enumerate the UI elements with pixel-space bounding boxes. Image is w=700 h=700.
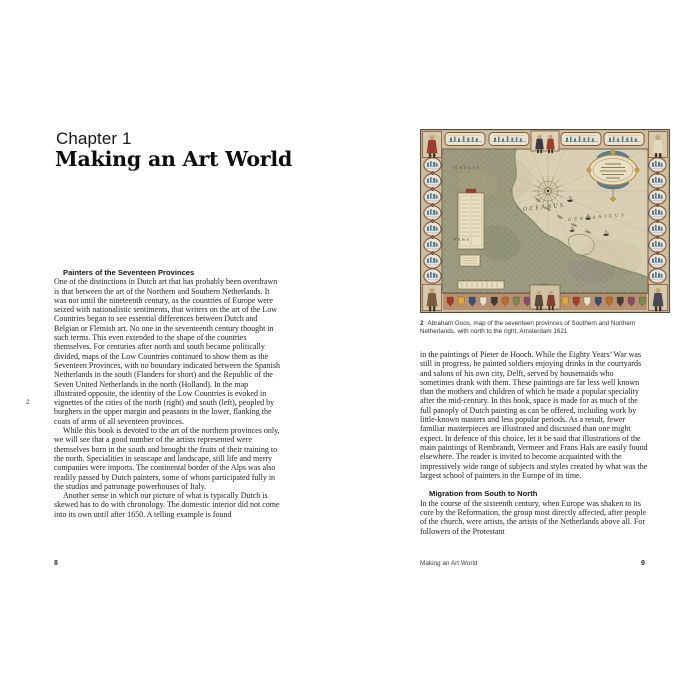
chapter-title: Making an Art World bbox=[55, 147, 293, 171]
chapter-label: Chapter 1 bbox=[56, 129, 132, 148]
figure-margin-ref: 2 bbox=[26, 399, 30, 406]
running-footer: Making an Art World bbox=[420, 560, 478, 567]
map-label-germanicus: GERMANICUS bbox=[567, 211, 627, 222]
page-number-left: 8 bbox=[54, 560, 58, 567]
section-heading-painters: Painters of the Seventeen Provinces bbox=[63, 268, 195, 277]
figure-map bbox=[420, 129, 670, 313]
paragraph: One of the distinctions in Dutch art that has probably been overdrawn is that between the art of the Northern and Southern Netherlands. It was not until the nineteenth century, as the countries of Europe were seized with nationalistic sentiments, that writers on the art of the Low Countries began to see essential differences between Dutch and Belgian or Flemish art. No one in the seventeenth century thought in such terms. This even extended to the shape of the countries themselves. For centuries after north and south became politically divided, maps of the Low Countries continued to show them as the Seventeen Provinces, with no boundary indicated between the Spanish Netherlands in the south (Flanders for short) and the Republic of the Seven United Netherlands in the north (Holland). In the map illustrated opposite, the identity of the Low Countries is evoked in vignettes of the cities of the north (right) and south (left), peopled by burghers in the upper margin and peasants in the lower, flanking the coats of arms of all seventeen provinces. bbox=[54, 277, 280, 426]
map-illustration bbox=[420, 129, 670, 313]
map-label-pars: PARS bbox=[454, 237, 471, 242]
map-label-gallia: GALLIA bbox=[454, 165, 482, 170]
figure-caption bbox=[420, 320, 644, 336]
paragraph: Another sense in which our picture of what is typically Dutch is skewed has to do with chronology. The domestic interior did not come into its own until after 1650. A telling example is found bbox=[54, 491, 280, 519]
map-scale-bar bbox=[458, 281, 504, 289]
map-label-oceanus: OCEANUS bbox=[522, 202, 566, 213]
section-heading-migration: Migration from South to North bbox=[429, 489, 538, 499]
figure-caption-text: Abraham Goos, map of the seventeen provinces of Southern and Northern Netherlands, with north to the right, Amsterdam 1621 bbox=[420, 320, 636, 335]
body-text-left bbox=[54, 268, 282, 519]
figure-caption-number: 2 bbox=[420, 320, 424, 327]
paragraph: in the paintings of Pieter de Hooch. While the Eighty Years’ War was still in progress, he painted soldiers enjoying drinks in the courtyards and salons of his own city, Delft, served by housemaids who sometimes drank with them. These paintings are far less well known than the mothers and children of which he made a popular speciality after the mid-century. In this book, space is made for as much of the full panoply of Dutch painting as can be offered, including work by little-known masters and less popular periods. As a result, fewer familiar masterpieces are illustrated and discussed than one might expect. In defence of this choice, let it be said that illustrations of the main paintings of Rembrandt, Vermeer and Frans Hals are easily found elsewhere. The reader is invited to become acquainted with the impressively wide range of subjects and styles created by what was the largest school of painters in the Europe of its time. bbox=[420, 350, 648, 480]
paragraph: In the course of the sixteenth century, when Europe was shaken to its core by the Reformation, the group most directly affected, after people of the church, were artists, the artists of the Netherlands above all. For followers of the Protestant bbox=[420, 498, 646, 536]
page-number-right: 9 bbox=[641, 560, 645, 567]
body-text-right bbox=[420, 350, 648, 536]
paragraph: While this book is devoted to the art of the northern provinces only, we will see that a good number of the artists represented were themselves born in the south and brought the fruits of their training to the north. Specialities in seascape and landscape, still life and merry companies were imports. The continental border of the Alps was also readily passed by Dutch painters, some of whom participated fully in the studios and patronage powerhouses of Italy. bbox=[54, 426, 280, 491]
